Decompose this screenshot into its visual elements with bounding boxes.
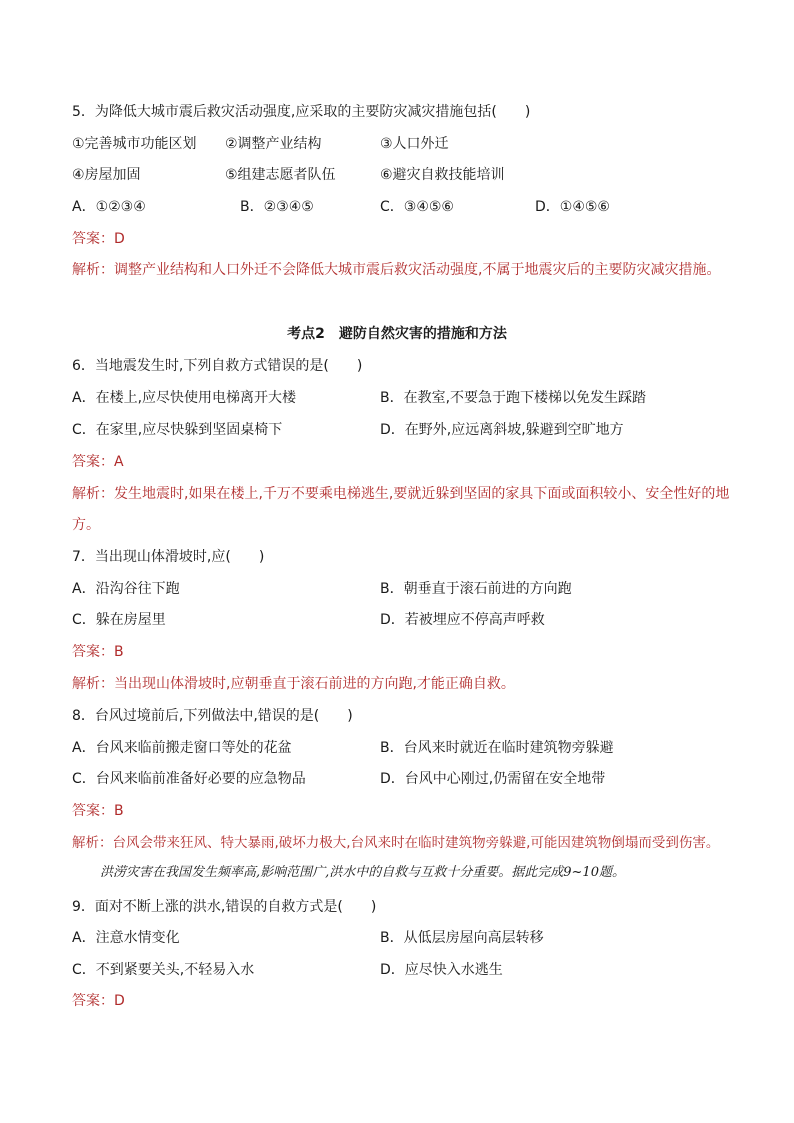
q6-explanation-line1: 解析：发生地震时,如果在楼上,千万不要乘电梯逃生,要就近躲到坚固的家具下面或面积较小、安全性好的地 (72, 486, 730, 502)
q7-option-b: B．朝垂直于滚石前进的方向跑 (380, 581, 572, 597)
question-6-stem: 6．当地震发生时,下列自救方式错误的是( ) (72, 358, 363, 374)
q7-option-d: D．若被埋应不停高声呼救 (380, 612, 545, 628)
q6-option-a: A．在楼上,应尽快使用电梯离开大楼 (72, 390, 297, 406)
q8-option-a: A．台风来临前搬走窗口等处的花盆 (72, 740, 292, 756)
question-8-stem: 8．台风过境前后,下列做法中,错误的是( ) (72, 708, 353, 724)
q6-option-c: C．在家里,应尽快躲到坚固桌椅下 (72, 422, 283, 438)
q5-item-6: ⑥避灾自救技能培训 (380, 167, 505, 183)
q6-option-b: B．在教室,不要急于跑下楼梯以免发生踩踏 (380, 390, 647, 406)
q5-item-1: ①完善城市功能区划 (72, 136, 197, 152)
q6-explanation-line2: 方。 (72, 517, 100, 533)
q5-option-c: C．③④⑤⑥ (380, 199, 454, 215)
q8-option-c: C．台风来临前准备好必要的应急物品 (72, 771, 306, 787)
q6-option-d: D．在野外,应远离斜坡,躲避到空旷地方 (380, 422, 624, 438)
q6-answer: 答案：A (72, 454, 124, 470)
q5-item-3: ③人口外迁 (380, 136, 449, 152)
q7-option-c: C．躲在房屋里 (72, 612, 166, 628)
q5-option-d: D．①④⑤⑥ (535, 199, 610, 215)
q5-item-5: ⑤组建志愿者队伍 (225, 167, 336, 183)
q7-answer: 答案：B (72, 644, 124, 660)
q8-option-b: B．台风来时就近在临时建筑物旁躲避 (380, 740, 614, 756)
question-7-stem: 7．当出现山体滑坡时,应( ) (72, 549, 265, 565)
q5-explanation: 解析：调整产业结构和人口外迁不会降低大城市震后救灾活动强度,不属于地震灾后的主要防灾减灾措施。 (72, 262, 721, 278)
q9-option-a: A．注意水情变化 (72, 930, 180, 946)
q9-answer: 答案：D (72, 993, 125, 1009)
q5-option-b: B．②③④⑤ (240, 199, 314, 215)
q8-answer: 答案：B (72, 803, 124, 819)
q8-explanation: 解析：台风会带来狂风、特大暴雨,破坏力极大,台风来时在临时建筑物旁躲避,可能因建筑物倒塌而受到伤害。 (72, 835, 720, 851)
q5-answer: 答案：D (72, 231, 125, 247)
q8-option-d: D．台风中心刚过,仍需留在安全地带 (380, 771, 606, 787)
section-title: 考点2 避防自然灾害的措施和方法 (287, 326, 507, 342)
question-9-stem: 9．面对不断上涨的洪水,错误的自救方式是( ) (72, 899, 377, 915)
question-5-stem: 5．为降低大城市震后救灾活动强度,应采取的主要防灾减灾措施包括( ) (72, 104, 531, 120)
passage-intro: 洪涝灾害在我国发生频率高,影响范围广,洪水中的自救与互救十分重要。据此完成9~10题。 (100, 865, 625, 880)
q5-item-2: ②调整产业结构 (225, 136, 322, 152)
q9-option-b: B．从低层房屋向高层转移 (380, 930, 544, 946)
q5-option-a: A．①②③④ (72, 199, 146, 215)
q9-option-c: C．不到紧要关头,不轻易入水 (72, 962, 255, 978)
q7-explanation: 解析：当出现山体滑坡时,应朝垂直于滚石前进的方向跑,才能正确自救。 (72, 676, 515, 692)
q9-option-d: D．应尽快入水逃生 (380, 962, 503, 978)
q7-option-a: A．沿沟谷往下跑 (72, 581, 180, 597)
q5-item-4: ④房屋加固 (72, 167, 141, 183)
